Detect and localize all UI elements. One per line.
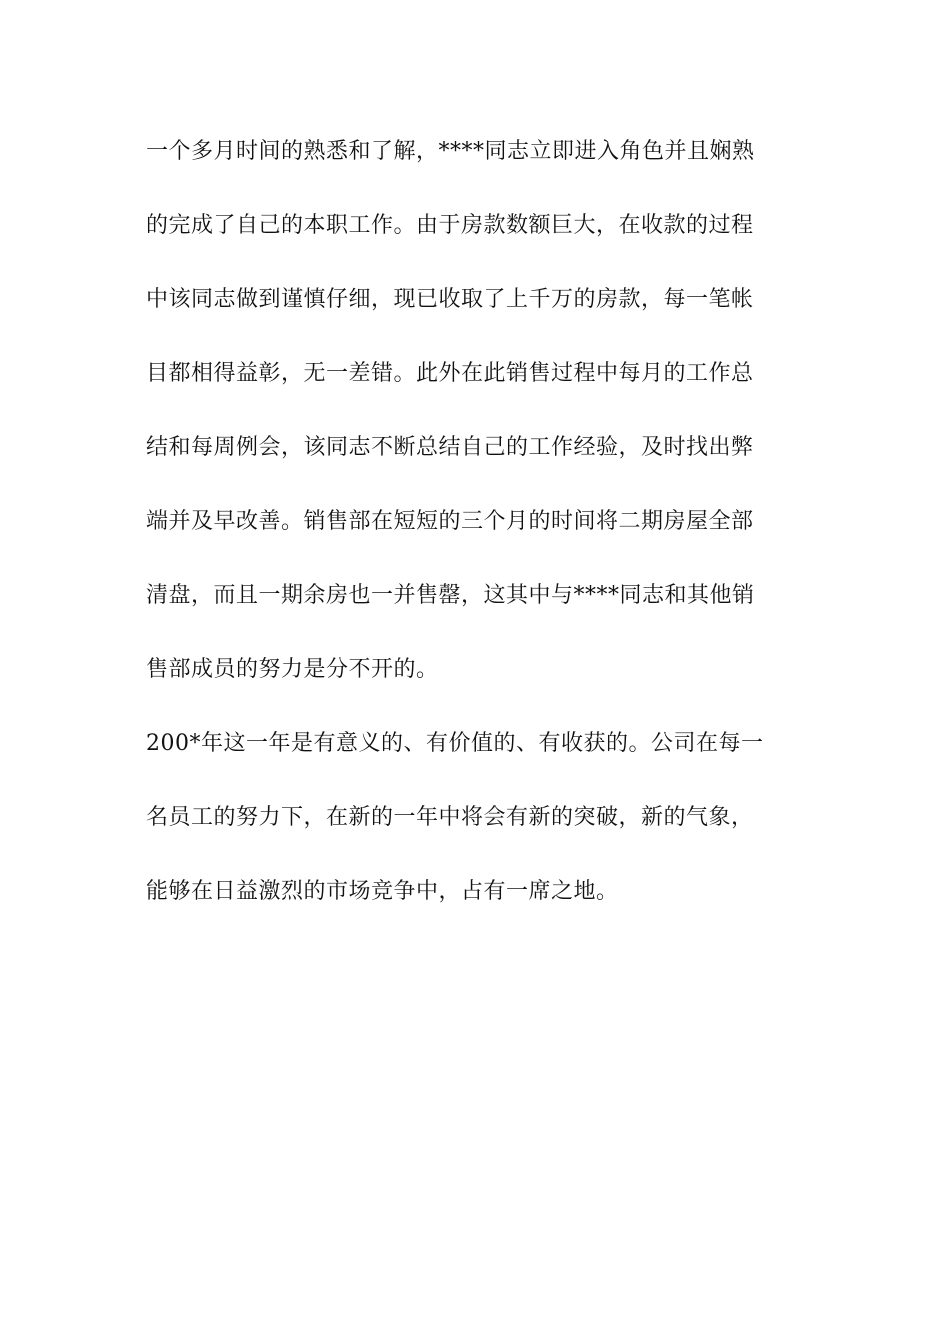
paragraph-line: 清盘，而且一期余房也一并售罄，这其中与****同志和其他销 — [146, 583, 755, 608]
paragraph-line: 200*年这一年是有意义的、有价值的、有收获的。公司在每一 — [146, 731, 764, 756]
paragraph-line: 端并及早改善。销售部在短短的三个月的时间将二期房屋全部 — [146, 509, 754, 534]
paragraph-line: 目都相得益彰，无一差错。此外在此销售过程中每月的工作总 — [146, 361, 754, 386]
paragraph-line: 售部成员的努力是分不开的。 — [146, 657, 439, 682]
paragraph-line: 名员工的努力下，在新的一年中将会有新的突破，新的气象， — [146, 805, 754, 830]
paragraph-line: 一个多月时间的熟悉和了解，****同志立即进入角色并且娴熟 — [146, 139, 755, 164]
paragraph-line: 中该同志做到谨慎仔细，现已收取了上千万的房款，每一笔帐 — [146, 287, 754, 312]
paragraph-line: 能够在日益激烈的市场竞争中，占有一席之地。 — [146, 879, 619, 904]
paragraph-line: 的完成了自己的本职工作。由于房款数额巨大，在收款的过程 — [146, 213, 754, 238]
paragraph-line: 结和每周例会，该同志不断总结自己的工作经验，及时找出弊 — [146, 435, 754, 460]
